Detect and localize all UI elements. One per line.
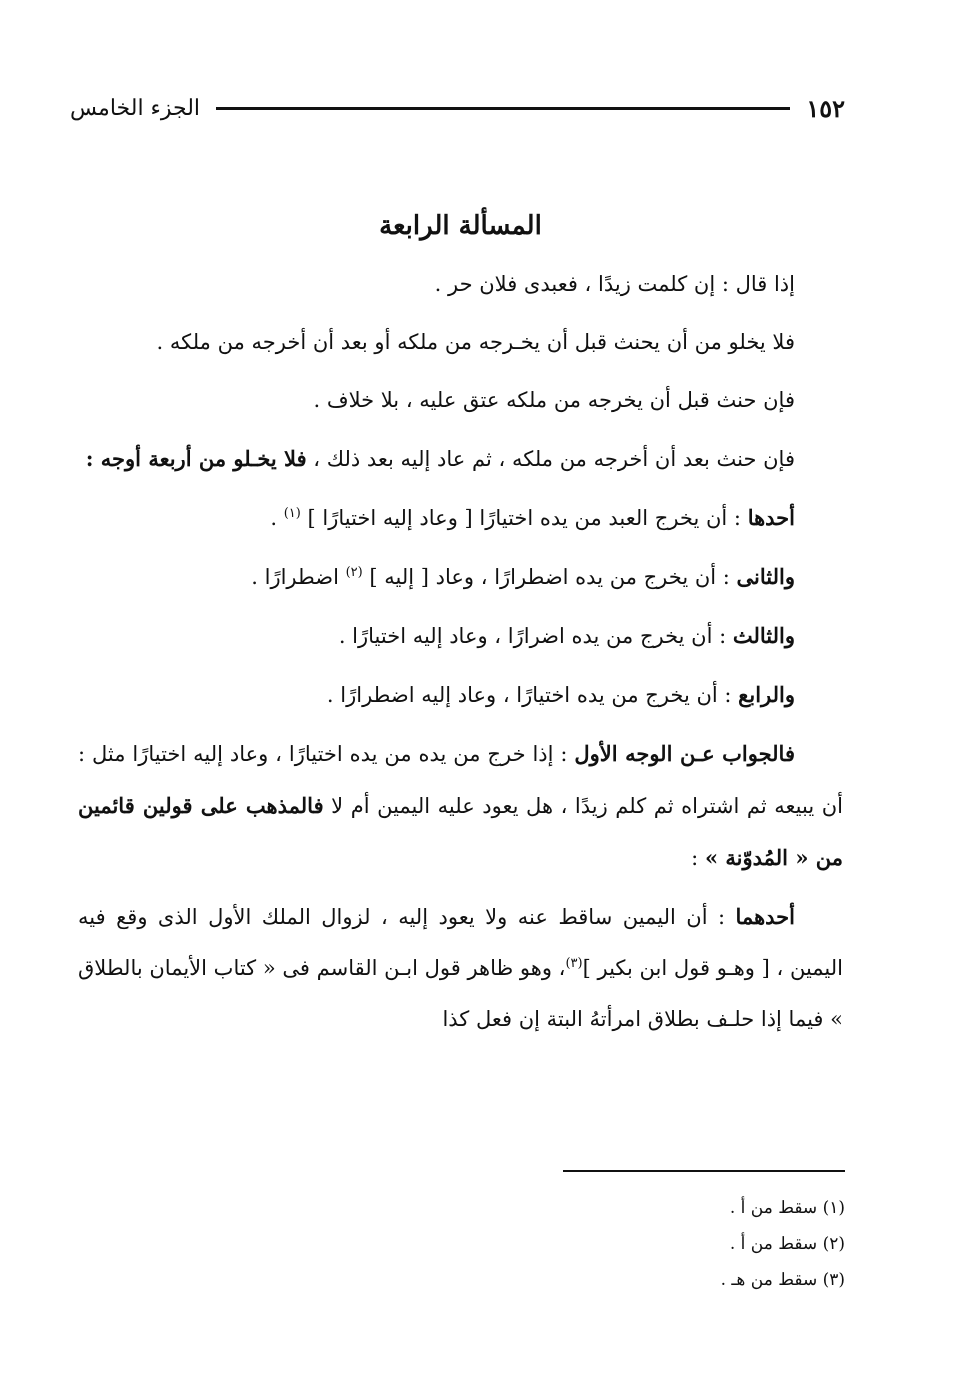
paragraph: فإن حنث قبل أن يخرجه من ملكه عتق عليه ، بلا خلاف . <box>313 388 795 412</box>
running-title: الجزء الخامس <box>70 95 201 121</box>
paragraph <box>78 728 843 884</box>
item-text: : أن يخرج من يده اختيارًا ، وعاد إليه اضطرارًا . <box>326 683 739 707</box>
footnotes <box>545 1190 845 1298</box>
main-text <box>78 200 843 1052</box>
paragraph: إذا قال : إن كلمت زيدًا ، فعبدى فلان حر . <box>434 272 795 296</box>
bold-text: فلا يخـلو من أربعة أوجه : <box>85 446 307 471</box>
item-text: : أن يخرج العبد من يده اختيارًا [ وعاد إليه اختيارًا ] <box>300 506 748 530</box>
paragraph-text: فإن حنث بعد أن أخرجه من ملكه ، ثم عاد إليه بعد ذلك ، <box>306 447 795 471</box>
list-item <box>78 669 843 721</box>
paragraph-text: ، وهو ظاهر قول ابـن القاسم فى « كتاب الأيمان بالطلاق » فيما إذا حلـف بطلاق امرأتهُ البتة إن فعل كذا <box>78 956 843 1031</box>
item-text-end: اضطرارًا . <box>251 565 346 589</box>
page-number: ١٥٢ <box>806 93 845 123</box>
list-item <box>78 492 843 544</box>
item-text: : أن يخرج من يده اضطرارًا ، وعاد [ إليه ] <box>362 565 737 589</box>
item-lead: والرابع <box>738 682 795 707</box>
footnote: (١) سقط من أ . <box>729 1198 845 1218</box>
footnote: (٣) سقط من هـ . <box>720 1270 845 1290</box>
list-item <box>78 610 843 662</box>
paragraph-lead: أحدهما <box>735 904 795 929</box>
paragraph-end: : <box>691 846 705 870</box>
paragraph <box>78 891 843 1045</box>
item-lead: أحدها <box>747 505 795 530</box>
item-lead: والثالث <box>732 623 795 648</box>
bold-text: فالمذهب على قولين قائمين من « المُدوّنة » <box>78 793 843 870</box>
footnote-ref: (١) <box>283 506 301 521</box>
footnote-rule <box>563 1170 845 1172</box>
footnote-ref: (٣) <box>565 956 583 971</box>
item-text: : أن يخرج من يده اضرارًا ، وعاد إليه اختيارًا . <box>338 624 733 648</box>
list-item <box>78 551 843 603</box>
paragraph-text: : إذا خرج من يده من يده اختيارًا ، وعاد إليه اختيارًا مثل : أن يبيعه ثم اشتراه ثم كلم زيدًا ، هل يعود عليه اليمين أم لا <box>78 742 843 818</box>
paragraph: فلا يخلو من أن يحنث قبل أن يخـرجه من ملكه أو بعد أن أخرجه من ملكه . <box>156 330 795 354</box>
paragraph-text: : أن اليمين ساقط عنه ولا يعود إليه ، لزوال الملك الأول الذى وقع فيه اليمين ، [ وهـو قول ابن بكير ] <box>78 905 843 980</box>
section-title: المسألة الرابعة <box>379 211 542 241</box>
item-lead: والثانى <box>736 564 795 589</box>
footnote: (٢) سقط من أ . <box>729 1234 845 1254</box>
footnote-ref: (٢) <box>345 565 363 580</box>
paragraph-lead: فالجواب عـن الوجه الأول <box>574 741 795 766</box>
page-header <box>70 88 845 128</box>
paragraph <box>78 433 843 485</box>
item-text-end: . <box>270 506 284 530</box>
header-rule <box>216 107 790 110</box>
